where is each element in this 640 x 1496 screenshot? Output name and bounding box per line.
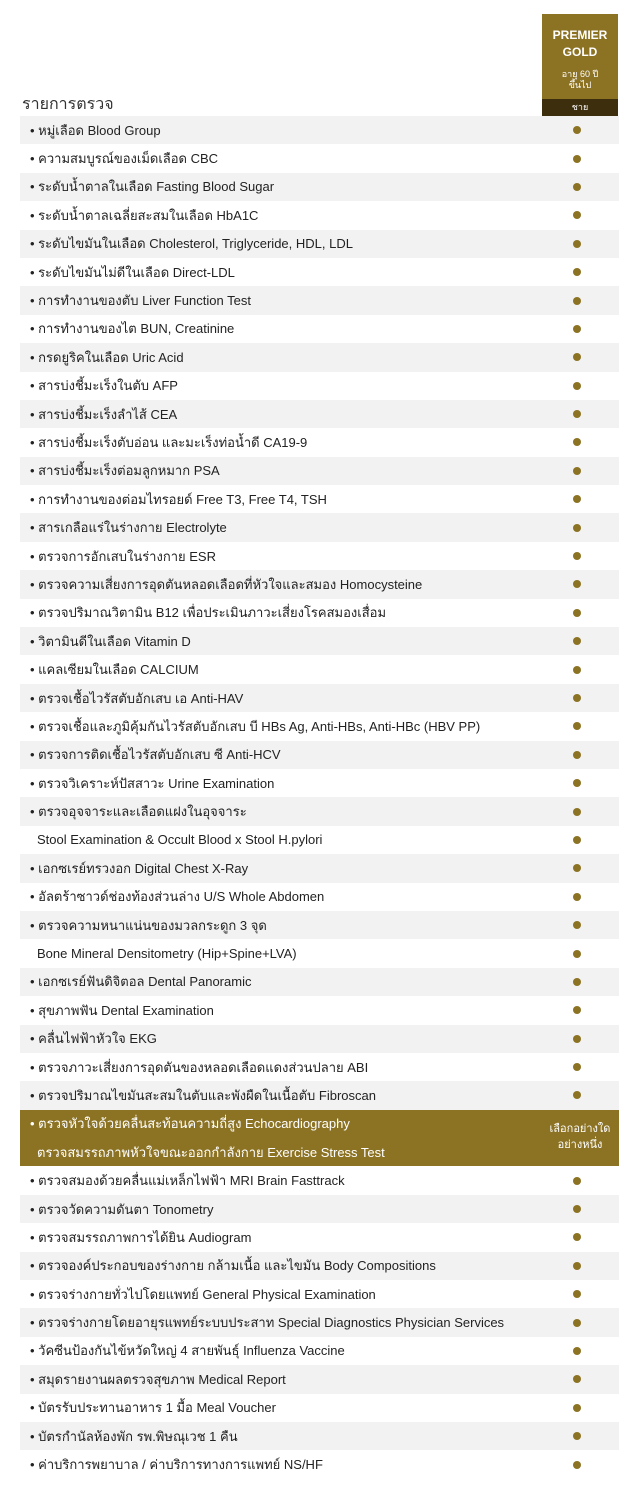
table-row [20,797,619,825]
table-row [20,286,619,314]
item-label: • ตรวจปริมาณไขมันสะสมในตับและพังผืดในเนื้อตับ Fibroscan [30,1087,376,1103]
item-label: Bone Mineral Densitometry (Hip+Spine+LVA) [37,946,297,962]
table-row [20,1166,619,1194]
item-label: • บัตรรับประทานอาหาร 1 มื้อ Meal Voucher [30,1400,276,1416]
included-dot-icon [573,297,581,305]
package-header [542,14,618,99]
item-label: • ตรวจภาวะเสี่ยงการอุดตันของหลอดเลือดแดงส่วนปลาย ABI [30,1059,369,1075]
included-dot-icon [573,240,581,248]
included-dot-icon [573,524,581,532]
table-row [20,1337,619,1365]
item-label: • การทำงานของตับ Liver Function Test [30,293,251,309]
included-dot-icon [573,467,581,475]
item-label: • กรดยูริคในเลือด Uric Acid [30,349,184,365]
table-row [20,1053,619,1081]
included-dot-icon [573,155,581,163]
table-row [20,968,619,996]
item-label: • ตรวจเชื้อไวรัสตับอักเสบ เอ Anti-HAV [30,690,244,706]
item-label: • สารบ่งชี้มะเร็งต่อมลูกหมาก PSA [30,463,220,479]
package-name-line1: PREMIER [552,28,608,42]
included-dot-icon [573,211,581,219]
included-dot-icon [573,921,581,929]
included-dot-icon [573,353,581,361]
included-dot-icon [573,1035,581,1043]
table-row [20,655,619,683]
included-dot-icon [573,1404,581,1412]
included-dot-icon [573,1006,581,1014]
included-dot-icon [573,1205,581,1213]
included-dot-icon [573,751,581,759]
item-label: • ตรวจการติดเชื้อไวรัสตับอักเสบ ซี Anti-HCV [30,747,281,763]
included-dot-icon [573,836,581,844]
item-label: • ตรวจร่างกายทั่วไปโดยแพทย์ General Physical Examination [30,1286,376,1302]
item-label: • เอกซเรย์ฟันดิจิตอล Dental Panoramic [30,974,252,990]
item-label: • ตรวจสมองด้วยคลื่นแม่เหล็กไฟฟ้า MRI Brain Fasttrack [30,1173,345,1189]
item-label: • ตรวจวิเคราะห์ปัสสาวะ Urine Examination [30,775,275,791]
package-age-line1: อายุ 60 ปี [561,69,599,79]
package-age [542,69,618,91]
table-row [20,741,619,769]
item-label: • ตรวจหัวใจด้วยคลื่นสะท้อนความถี่สูง Echocardiography [30,1116,350,1132]
included-dot-icon [573,410,581,418]
included-dot-icon [573,1375,581,1383]
included-dot-icon [573,1091,581,1099]
included-dot-icon [573,694,581,702]
included-dot-icon [573,325,581,333]
item-label: • บัตรกำนัลห้องพัก รพ.พิษณุเวช 1 คืน [30,1428,238,1444]
choose-one-note-line2: อย่างหนึ่ง [557,1139,603,1151]
item-label: • ค่าบริการพยาบาล / ค่าบริการทางการแพทย์ NS/HF [30,1457,323,1473]
included-dot-icon [573,978,581,986]
table-row [20,144,619,172]
item-label: • ตรวจการอักเสบในร่างกาย ESR [30,548,216,564]
package-name [542,27,618,61]
item-label: • ระดับไขมันในเลือด Cholesterol, Triglyceride, HDL, LDL [30,236,353,252]
included-dot-icon [573,438,581,446]
item-label: • ระดับไขมันไม่ดีในเลือด Direct-LDL [30,264,235,280]
checkup-items-table [20,116,619,1479]
item-label: • สารเกลือแร่ในร่างกาย Electrolyte [30,520,227,536]
package-name-line2: GOLD [562,45,598,59]
item-label: • วัคซีนป้องกันไข้หวัดใหญ่ 4 สายพันธุ์ Influenza Vaccine [30,1343,345,1359]
table-row [20,911,619,939]
included-dot-icon [573,1233,581,1241]
table-row [20,258,619,286]
item-label: • สารบ่งชี้มะเร็งลำไส้ CEA [30,406,178,422]
table-row [20,712,619,740]
item-label: • การทำงานของต่อมไทรอยด์ Free T3, Free T4, TSH [30,491,327,507]
item-label: • ตรวจองค์ประกอบของร่างกาย กล้ามเนื้อ และไขมัน Body Compositions [30,1258,436,1274]
table-row [20,428,619,456]
included-dot-icon [573,183,581,191]
item-label: • ความสมบูรณ์ของเม็ดเลือด CBC [30,151,219,167]
included-dot-icon [573,382,581,390]
table-row [20,854,619,882]
table-row [20,1280,619,1308]
item-label: • สารบ่งชี้มะเร็งตับอ่อน และมะเร็งท่อน้ำดี CA19-9 [30,434,308,450]
table-row [20,201,619,229]
included-dot-icon [573,893,581,901]
package-gender-label: ชาย [542,99,618,116]
item-label: • ตรวจวัดความดันตา Tonometry [30,1201,214,1217]
table-row [20,1394,619,1422]
table-row [20,1252,619,1280]
table-row [20,684,619,712]
included-dot-icon [573,950,581,958]
item-label: • สุขภาพฟัน Dental Examination [30,1002,214,1018]
included-dot-icon [573,1177,581,1185]
table-row [20,485,619,513]
included-dot-icon [573,268,581,276]
item-label: Stool Examination & Occult Blood x Stool H.pylori [37,832,323,848]
item-label: • หมู่เลือด Blood Group [30,122,161,138]
included-dot-icon [573,864,581,872]
included-dot-icon [573,1347,581,1355]
item-label: • ตรวจร่างกายโดยอายุรแพทย์ระบบประสาท Special Diagnostics Physician Services [30,1315,505,1331]
choose-one-note-line1: เลือกอย่างใด [549,1123,611,1135]
table-row [20,599,619,627]
included-dot-icon [573,1262,581,1270]
table-row [20,1081,619,1109]
table-row [20,116,619,144]
table-row [20,939,619,967]
item-label: • ตรวจปริมาณวิตามิน B12 เพื่อประเมินภาวะเสี่ยงโรคสมองเสื่อม [30,605,387,621]
included-dot-icon [573,722,581,730]
table-row [20,1195,619,1223]
table-row [20,1308,619,1336]
item-label: ตรวจสมรรถภาพหัวใจขณะออกกำลังกาย Exercise Stress Test [37,1144,385,1160]
package-age-line2: ขึ้นไป [568,80,592,90]
table-row [20,400,619,428]
table-row [20,1365,619,1393]
table-row [20,1450,619,1478]
included-dot-icon [573,1290,581,1298]
item-label: • ตรวจอุจจาระและเลือดแฝงในอุจจาระ [30,804,247,820]
table-row [20,542,619,570]
included-dot-icon [573,808,581,816]
table-row [20,826,619,854]
table-row [20,1223,619,1251]
included-dot-icon [573,1432,581,1440]
table-row [20,883,619,911]
included-dot-icon [573,609,581,617]
table-row [20,627,619,655]
item-label: • สารบ่งชี้มะเร็งในตับ AFP [30,378,178,394]
item-label: • อัลตร้าซาวด์ช่องท้องส่วนล่าง U/S Whole Abdomen [30,889,325,905]
table-row [20,372,619,400]
table-row [20,570,619,598]
table-row [20,1025,619,1053]
included-dot-icon [573,666,581,674]
item-label: • สมุดรายงานผลตรวจสุขภาพ Medical Report [30,1371,286,1387]
table-row [20,230,619,258]
table-row [20,173,619,201]
included-dot-icon [573,552,581,560]
table-row [20,996,619,1024]
table-row [20,513,619,541]
item-label: • ตรวจสมรรถภาพการได้ยิน Audiogram [30,1229,252,1245]
table-row [20,1422,619,1450]
item-label: • แคลเซียมในเลือด CALCIUM [30,662,199,678]
item-label: • การทำงานของไต BUN, Creatinine [30,321,235,337]
included-dot-icon [573,495,581,503]
included-dot-icon [573,779,581,787]
item-label: • ระดับน้ำตาลเฉลี่ยสะสมในเลือด HbA1C [30,207,259,223]
included-dot-icon [573,637,581,645]
included-dot-icon [573,1063,581,1071]
item-label: • ตรวจเชื้อและภูมิคุ้มกันไวรัสตับอักเสบ บี HBs Ag, Anti-HBs, Anti-HBc (HBV PP) [30,718,481,734]
included-dot-icon [573,126,581,134]
included-dot-icon [573,580,581,588]
table-header-title: รายการตรวจ [22,96,114,113]
table-row [20,457,619,485]
included-dot-icon [573,1461,581,1469]
table-row [20,343,619,371]
choose-one-note [525,1121,635,1153]
item-label: • ตรวจความหนาแน่นของมวลกระดูก 3 จุด [30,917,267,933]
table-row [20,315,619,343]
item-label: • วิตามินดีในเลือด Vitamin D [30,633,191,649]
item-label: • เอกซเรย์ทรวงอก Digital Chest X-Ray [30,860,249,876]
item-label: • ระดับน้ำตาลในเลือด Fasting Blood Sugar [30,179,275,195]
item-label: • คลื่นไฟฟ้าหัวใจ EKG [30,1031,157,1047]
item-label: • ตรวจความเสี่ยงการอุดตันหลอดเลือดที่หัวใจและสมอง Homocysteine [30,576,423,592]
table-row [20,769,619,797]
included-dot-icon [573,1319,581,1327]
